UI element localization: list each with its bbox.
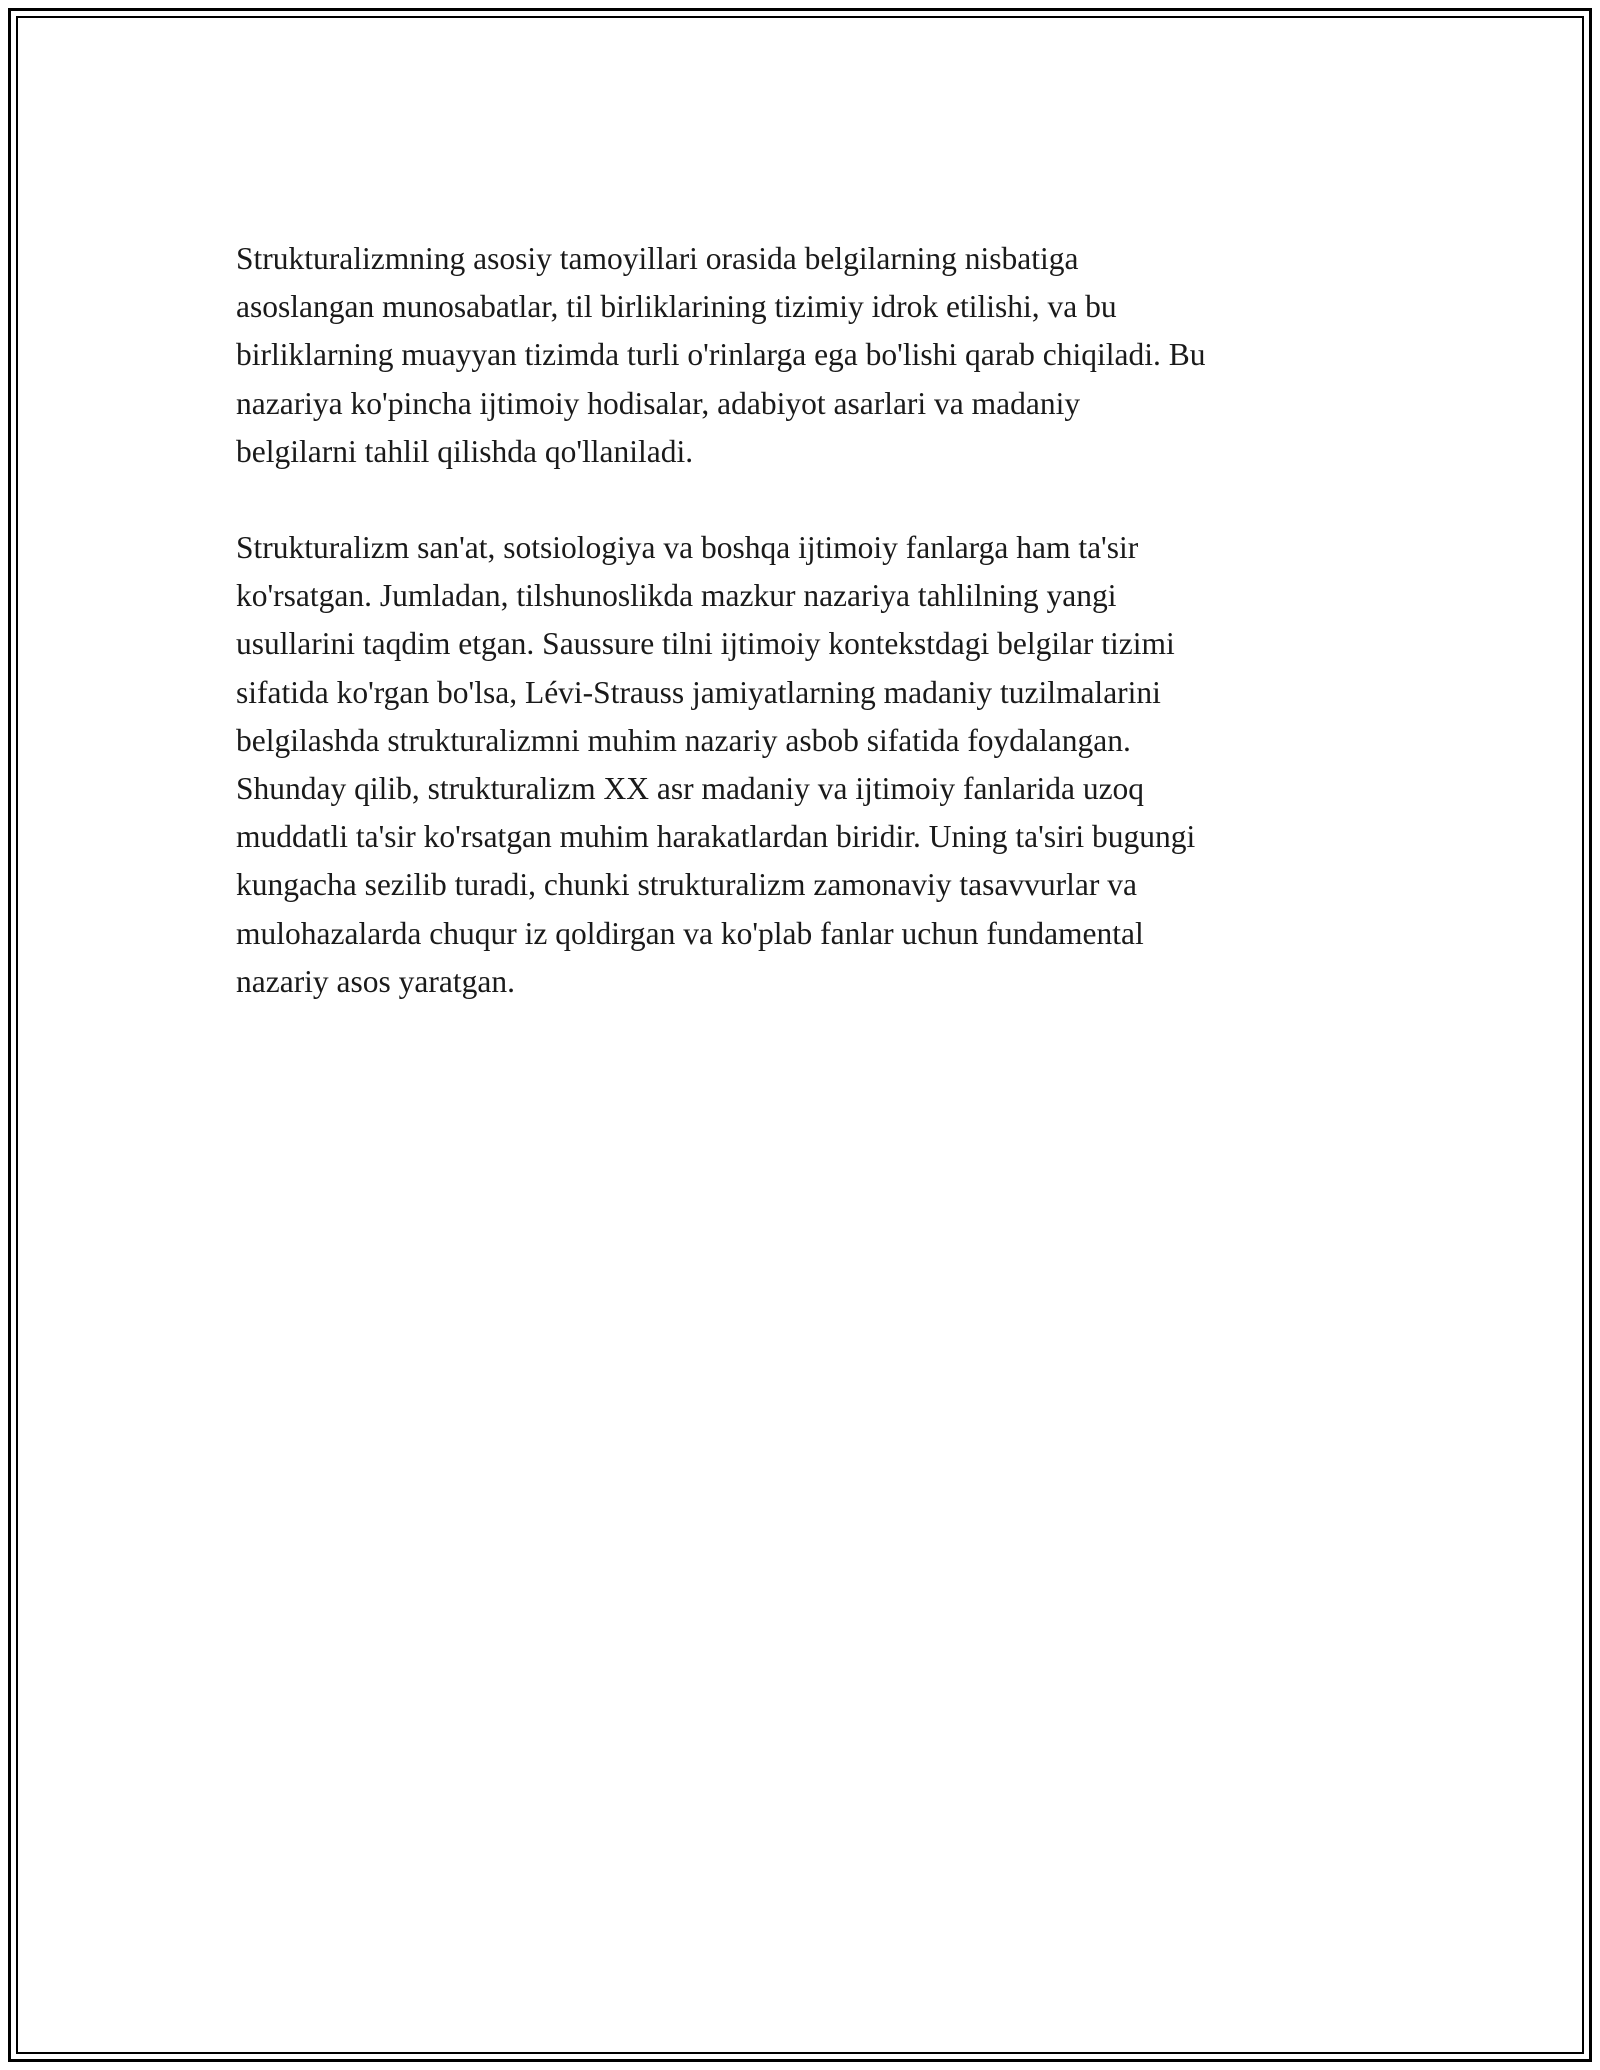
- paragraph-2: Strukturalizm san'at, sotsiologiya va boshqa ijtimoiy fanlarga ham ta'sir ko'rsatgan. Jumladan, tilshunoslikda mazkur nazariya tahlilning yangi usullarini taqdim etgan. Saussure tilni ijtimoiy kontekstdagi belgilar tizimi sifatida ko'rgan bo'lsa, Lévi-Strauss jamiyatlarning madaniy tuzilmalarini belgilashda strukturalizmni muhim nazariy asbob sifatida foydalangan. Shunday qilib, strukturalizm XX asr madaniy va ijtimoiy fanlarida uzoq muddatli ta'sir ko'rsatgan muhim harakatlardan biridir. Uning ta'siri bugungi kungacha sezilib turadi, chunki strukturalizm zamonaviy tasavvurlar va mulohazalarda chuqur iz qoldirgan va ko'plab fanlar uchun fundamental nazariy asos yaratgan.: [236, 530, 1196, 999]
- document-body: [236, 235, 1376, 1054]
- paragraph-1: Strukturalizmning asosiy tamoyillari orasida belgilarning nisbatiga asoslangan munosabatlar, til birliklarining tizimiy idrok etilishi, va bu birliklarning muayyan tizimda turli o'rinlarga ega bo'lishi qarab chiqiladi. Bu nazariya ko'pincha ijtimoiy hodisalar, adabiyot asarlari va madaniy belgilarni tahlil qilishda qo'llaniladi.: [236, 241, 1206, 469]
